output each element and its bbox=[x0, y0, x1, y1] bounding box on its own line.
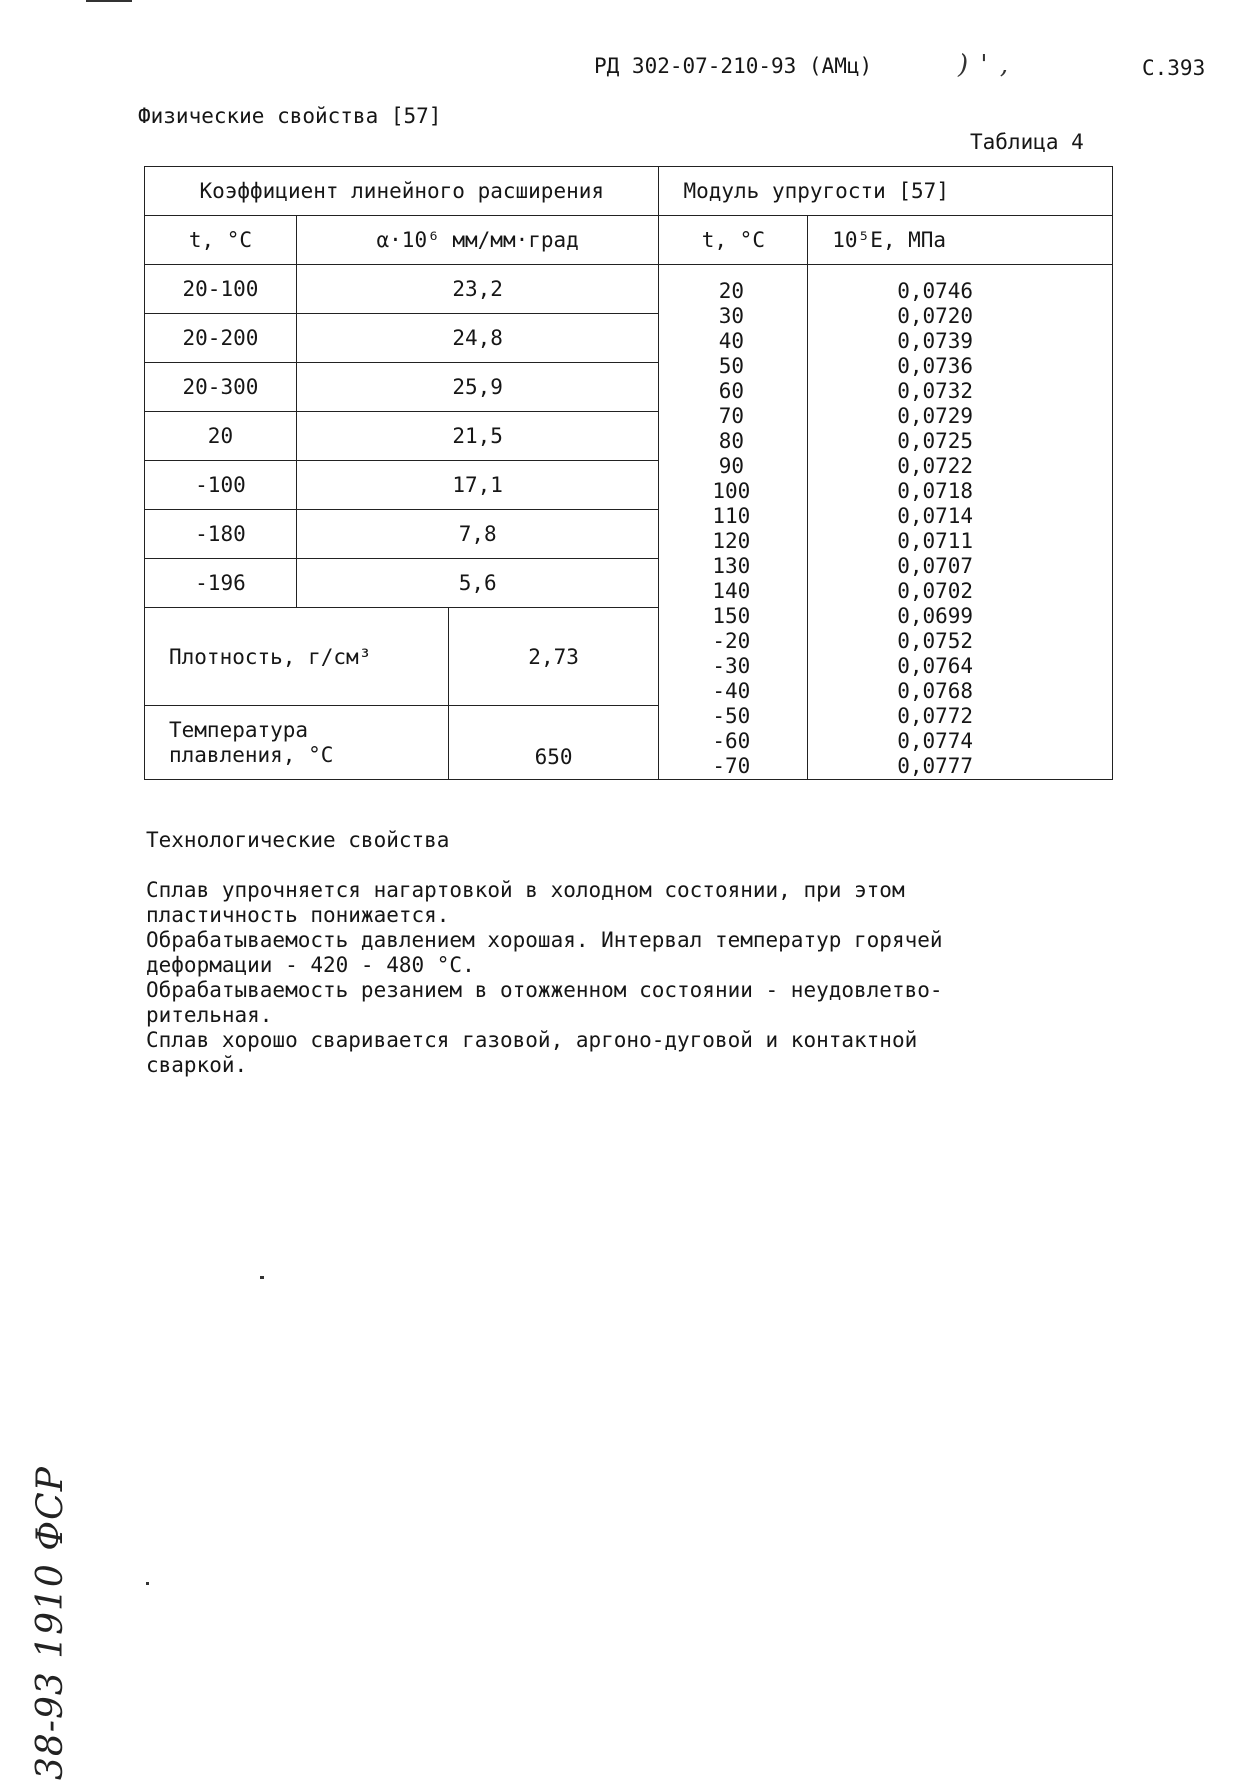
tech-line: Сплав упрочняется нагартовкой в холодном состоянии, при этом bbox=[146, 878, 905, 902]
modulus-e: 0,0746 bbox=[897, 279, 974, 303]
modulus-e: 0,0752 bbox=[897, 629, 974, 653]
modulus-e: 0,0718 bbox=[897, 479, 974, 503]
modulus-t: -40 bbox=[712, 679, 751, 703]
melting-label-line: плавления, °С bbox=[169, 742, 334, 767]
modulus-e: 0,0707 bbox=[897, 554, 974, 578]
scan-speck bbox=[146, 1582, 149, 1585]
modulus-t: -30 bbox=[712, 654, 751, 678]
modulus-e: 0,0732 bbox=[897, 379, 974, 403]
modulus-t: 40 bbox=[718, 329, 744, 353]
density-label: Плотность, г/см³ bbox=[145, 608, 449, 706]
modulus-e: 0,0711 bbox=[897, 529, 974, 553]
modulus-t: 130 bbox=[712, 554, 751, 578]
modulus-e: 0,0774 bbox=[897, 729, 974, 753]
handwritten-mark: ) ' , bbox=[958, 50, 1011, 80]
density-value: 2,73 bbox=[448, 608, 659, 706]
modulus-e: 0,0720 bbox=[897, 304, 974, 328]
expansion-t: 20 bbox=[145, 412, 297, 461]
expansion-t: -100 bbox=[145, 461, 297, 510]
properties-table bbox=[144, 166, 1113, 780]
modulus-t: -50 bbox=[712, 704, 751, 728]
modulus-t: 20 bbox=[718, 279, 744, 303]
document-code: РД 302-07-210-93 (АМц) bbox=[594, 54, 873, 78]
modulus-e: 0,0736 bbox=[897, 354, 974, 378]
expansion-alpha: 7,8 bbox=[296, 510, 659, 559]
modulus-t: 60 bbox=[718, 379, 744, 403]
modulus-e: 0,0729 bbox=[897, 404, 974, 428]
tech-line: пластичность понижается. bbox=[146, 903, 450, 927]
modulus-t: 30 bbox=[718, 304, 744, 328]
col-header-t: t, °С bbox=[145, 216, 297, 265]
expansion-alpha: 17,1 bbox=[296, 461, 659, 510]
expansion-header: Коэффициент линейного расширения bbox=[145, 167, 659, 216]
modulus-t: 50 bbox=[718, 354, 744, 378]
modulus-e: 0,0772 bbox=[897, 704, 974, 728]
modulus-t: -60 bbox=[712, 729, 751, 753]
col-header-e: 10⁵Е, МПа bbox=[808, 216, 1113, 265]
tech-line: Обрабатываемость давлением хорошая. Интервал температур горячей bbox=[146, 928, 943, 952]
table-caption: Таблица 4 bbox=[970, 130, 1084, 154]
modulus-e: 0,0722 bbox=[897, 454, 974, 478]
modulus-header: Модуль упругости [57] bbox=[659, 167, 1113, 216]
modulus-e: 0,0739 bbox=[897, 329, 974, 353]
modulus-t: -70 bbox=[712, 754, 751, 778]
modulus-t: 70 bbox=[718, 404, 744, 428]
modulus-t-column bbox=[659, 265, 808, 780]
expansion-t: 20-300 bbox=[145, 363, 297, 412]
tech-line: Обрабатываемость резанием в отожженном состоянии - неудовлетво- bbox=[146, 978, 943, 1002]
scan-speck bbox=[260, 1276, 264, 1279]
modulus-e-column bbox=[808, 265, 1113, 780]
margin-handwritten-note: 38-93 1910 ФСР bbox=[30, 1466, 71, 1780]
modulus-e: 0,0768 bbox=[897, 679, 974, 703]
modulus-t: 150 bbox=[712, 604, 751, 628]
modulus-t: 100 bbox=[712, 479, 751, 503]
modulus-t: 110 bbox=[712, 504, 751, 528]
page-number: С.393 bbox=[1142, 56, 1206, 80]
expansion-alpha: 24,8 bbox=[296, 314, 659, 363]
tech-line: Сплав хорошо сваривается газовой, аргоно-дуговой и контактной bbox=[146, 1028, 918, 1052]
modulus-t: 80 bbox=[718, 429, 744, 453]
tech-line: деформации - 420 - 480 °С. bbox=[146, 953, 475, 977]
expansion-t: -196 bbox=[145, 559, 297, 608]
modulus-e: 0,0777 bbox=[897, 754, 974, 778]
modulus-t: 140 bbox=[712, 579, 751, 603]
modulus-e: 0,0725 bbox=[897, 429, 974, 453]
tech-line: сваркой. bbox=[146, 1053, 248, 1077]
modulus-t: 90 bbox=[718, 454, 744, 478]
col-header-t2: t, °С bbox=[659, 216, 808, 265]
modulus-e: 0,0714 bbox=[897, 504, 974, 528]
modulus-t: -20 bbox=[712, 629, 751, 653]
expansion-alpha: 25,9 bbox=[296, 363, 659, 412]
tech-line: рительная. bbox=[146, 1003, 273, 1027]
expansion-alpha: 23,2 bbox=[296, 265, 659, 314]
modulus-e: 0,0702 bbox=[897, 579, 974, 603]
expansion-t: 20-100 bbox=[145, 265, 297, 314]
melting-label bbox=[145, 706, 449, 780]
top-edge-rule bbox=[86, 0, 132, 2]
expansion-t: 20-200 bbox=[145, 314, 297, 363]
melting-label-line: Температура bbox=[169, 717, 309, 742]
modulus-t: 120 bbox=[712, 529, 751, 553]
col-header-alpha: α·10⁶ мм/мм·град bbox=[296, 216, 659, 265]
melting-value: 650 bbox=[448, 706, 659, 780]
expansion-t: -180 bbox=[145, 510, 297, 559]
tech-section-title: Технологические свойства bbox=[146, 828, 450, 852]
modulus-e: 0,0699 bbox=[897, 604, 974, 628]
expansion-alpha: 21,5 bbox=[296, 412, 659, 461]
section-title: Физические свойства [57] bbox=[138, 104, 442, 128]
expansion-alpha: 5,6 bbox=[296, 559, 659, 608]
modulus-e: 0,0764 bbox=[897, 654, 974, 678]
